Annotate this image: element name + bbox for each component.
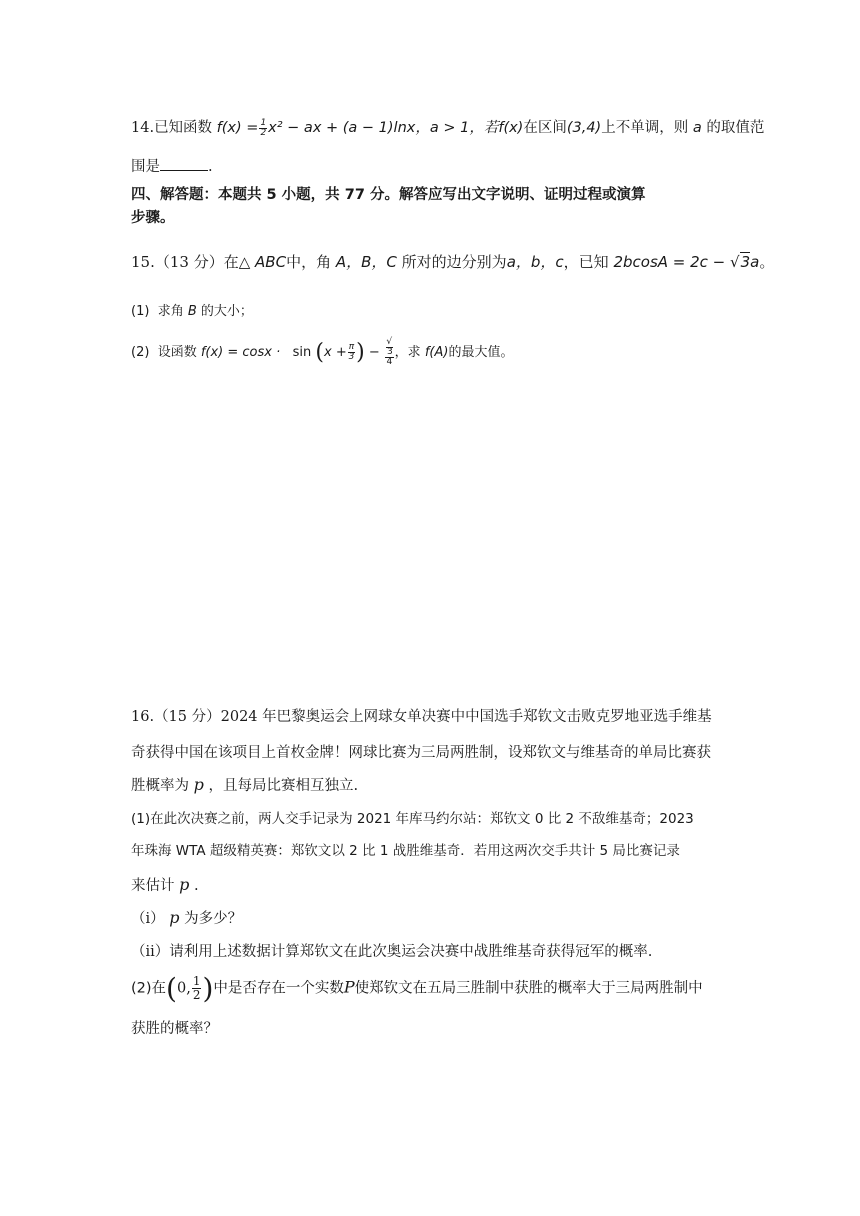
q14-function: f(x) = <box>216 120 259 136</box>
q16-line10: 获胜的概率？ <box>131 1021 218 1037</box>
q16-line1: 16.（15 分）2024 年巴黎奥运会上网球女单决赛中中国选手郑钦文击败克罗地亚选手维基 <box>131 709 712 725</box>
part-label: (1) <box>131 304 150 319</box>
q15-part2: (2) 设函数 f(x) = cosx · sin (x + $\frac{\pi}{3}$ ) − √ 3 4 ，求 f(A)的最大值。 <box>131 337 514 367</box>
q16-line2: 奇获得中国在该项目上首枚金牌！网球比赛为三局两胜制，设郑钦文与维基奇的单局比赛获 <box>131 745 711 761</box>
answer-blank <box>160 159 208 171</box>
interval-left-paren: ( <box>166 972 177 1005</box>
q14-interval: (3,4) <box>566 120 602 136</box>
q14-line1: 14.已知函数 f(x) = $\frac{1}{2}$ x² − ax + (a − 1)lnx，a > 1，若f(x)在区间(3,4)上不单调，则 a 的取值范 <box>131 117 765 138</box>
q16-subpart-i: （i） p 为多少？ <box>131 908 243 927</box>
q15-stem: 15.（13 分）在△ ABC中，角 A，B，C 所对的边分别为a，b，c，已知 2bcosA = 2c − √3a。 <box>131 253 775 271</box>
section4-heading-line2: 步骤。 <box>131 210 175 226</box>
q16-line6: 来估计 p . <box>131 875 199 894</box>
q15-part1: (1) 求角 B 的大小； <box>131 304 253 319</box>
left-paren: ( <box>315 340 325 365</box>
one-half: $\frac{1}{2}$ <box>192 974 201 1002</box>
q16-line3: 胜概率为 p ，且每局比赛相互独立. <box>131 775 359 794</box>
q16-line9: (2)在(0, $\frac{1}{2}$ )中是否存在一个实数P使郑钦文在五局三胜制中获胜的概率大于三局两胜制中 <box>131 972 703 1005</box>
q14-fraction: $\frac{1}{2}$ <box>260 117 267 138</box>
q14-line2: 围是 . <box>131 159 213 175</box>
q14-expression: x² − ax + (a − 1)lnx，a > 1，若 <box>268 120 499 136</box>
section4-heading: 四、解答题：本题共 5 小题，共 77 分。解答应写出文字说明、证明过程或演算 <box>131 187 646 203</box>
sqrt3-over-4: √ 3 4 <box>386 337 393 367</box>
q16-subpart-ii: （ii）请利用上述数据计算郑钦文在此次奥运会决赛中战胜维基奇获得冠军的概率. <box>131 944 653 960</box>
q14-number: 14. <box>131 120 155 136</box>
right-paren: ) <box>356 340 365 365</box>
pi-over-3: $\frac{\pi}{3}$ <box>348 342 355 362</box>
q15-equation: 2bcosA = 2c − √3a <box>613 253 760 271</box>
part-label: (2) <box>131 345 150 360</box>
interval-right-paren: ) <box>202 972 214 1005</box>
q16-line5: 年珠海 WTA 超级精英赛：郑钦文以 2 比 1 战胜维基奇．若用这两次交手共计 5 局比赛记录 <box>131 843 680 859</box>
q16-line4: (1)在此次决赛之前，两人交手记录为 2021 年库马约尔站：郑钦文 0 比 2 不敌维基奇；2023 <box>131 811 694 827</box>
